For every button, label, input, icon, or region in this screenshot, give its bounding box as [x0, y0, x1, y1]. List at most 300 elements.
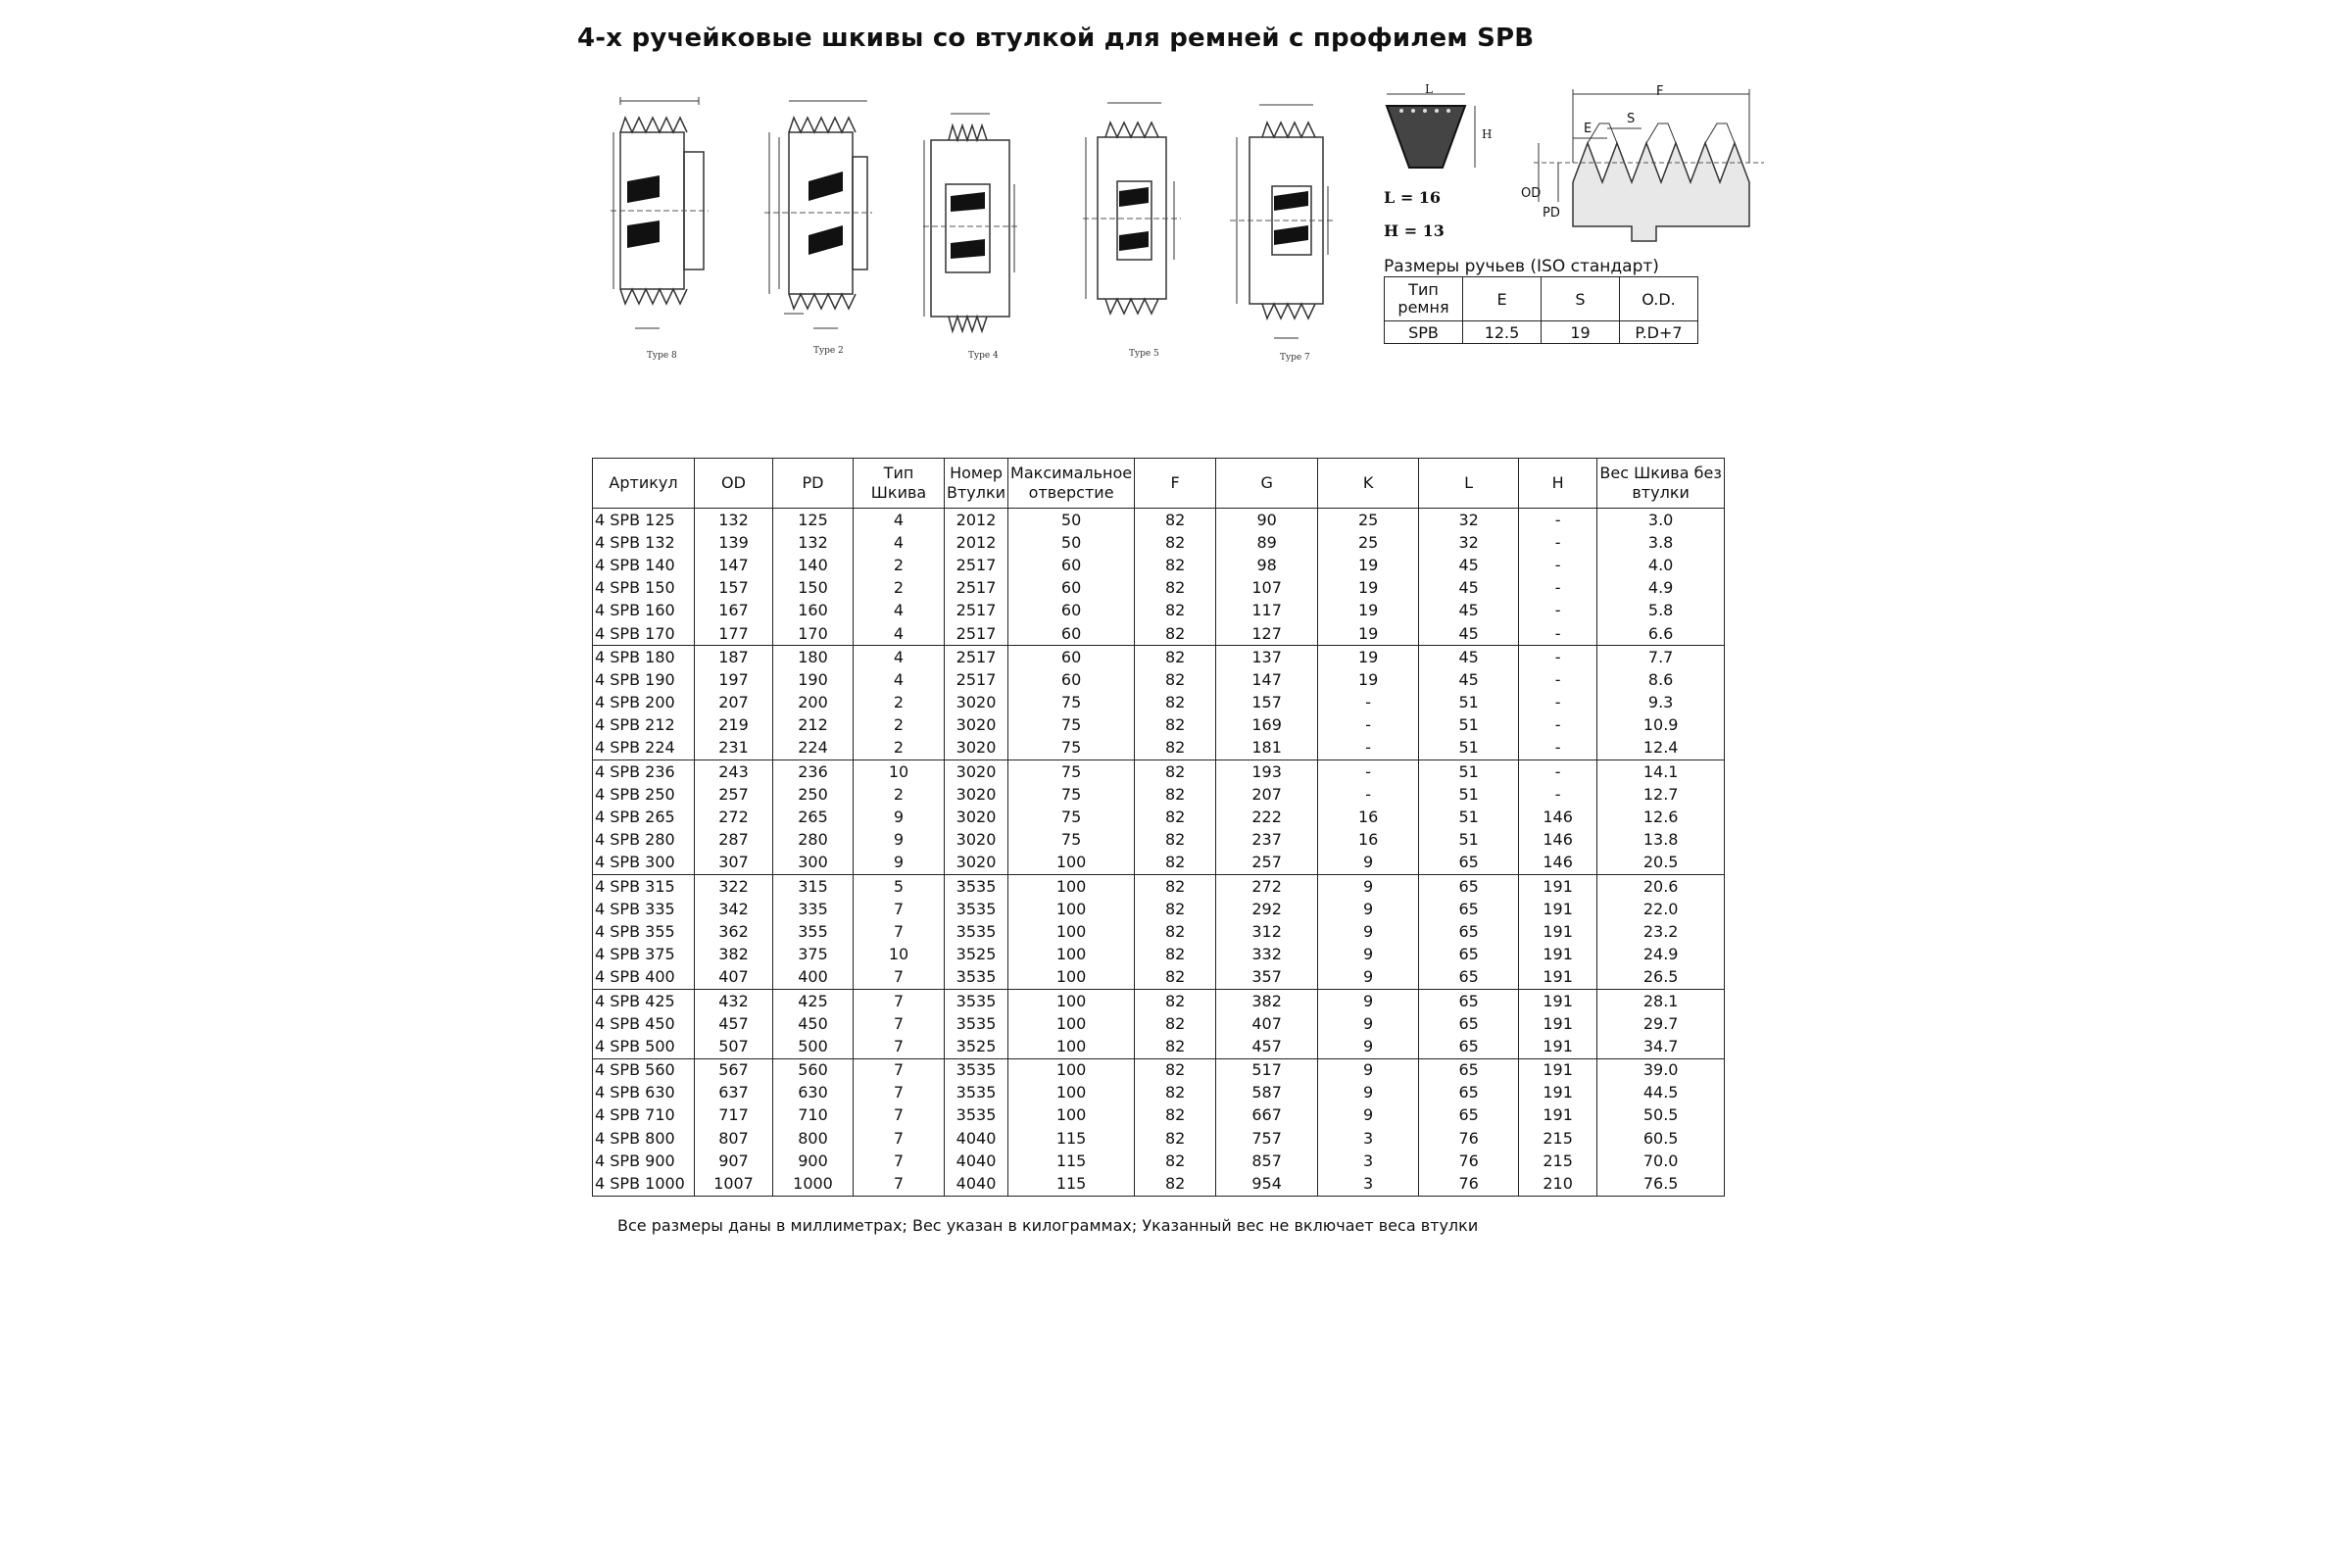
table-cell: 637: [695, 1082, 773, 1104]
table-cell: 75: [1008, 829, 1135, 852]
table-header-cell: Тип ремня: [1385, 277, 1463, 321]
table-cell: 4: [854, 646, 945, 669]
table-row: [593, 1035, 1725, 1058]
table-cell: 132: [695, 509, 773, 532]
table-cell: 7: [854, 1012, 945, 1035]
table-cell: 51: [1419, 783, 1519, 806]
table-cell: 76: [1419, 1172, 1519, 1196]
table-cell: 19: [1318, 668, 1419, 691]
table-cell: 222: [1216, 806, 1318, 828]
table-cell: 3: [1318, 1172, 1419, 1196]
table-cell: 407: [695, 966, 773, 990]
table-cell: 272: [1216, 875, 1318, 899]
table-cell: 51: [1419, 714, 1519, 737]
table-cell: 450: [773, 1012, 854, 1035]
article-cell: 4 SPB 212: [593, 714, 695, 737]
table-cell: 50.5: [1597, 1104, 1725, 1127]
table-cell: 45: [1419, 577, 1519, 600]
table-cell: 9: [1318, 1104, 1419, 1127]
table-cell: 191: [1519, 944, 1597, 966]
table-cell: 2517: [945, 554, 1008, 576]
table-cell: 45: [1419, 622, 1519, 646]
table-cell: -: [1318, 737, 1419, 760]
table-cell: 82: [1135, 989, 1216, 1012]
table-cell: 3.0: [1597, 509, 1725, 532]
table-cell: 9: [854, 829, 945, 852]
drawing-caption: Type 8: [647, 351, 677, 361]
table-cell: 3020: [945, 737, 1008, 760]
table-cell: 407: [1216, 1012, 1318, 1035]
table-cell: 89: [1216, 531, 1318, 554]
table-cell: 100: [1008, 966, 1135, 990]
table-cell: 82: [1135, 577, 1216, 600]
table-cell: 82: [1135, 1082, 1216, 1104]
table-cell: 954: [1216, 1172, 1318, 1196]
pulley-type-drawing: [606, 93, 713, 343]
table-cell: 100: [1008, 1082, 1135, 1104]
table-cell: 50: [1008, 531, 1135, 554]
table-cell: 13.8: [1597, 829, 1725, 852]
article-cell: 4 SPB 355: [593, 920, 695, 943]
table-cell: 4.9: [1597, 577, 1725, 600]
table-cell: 272: [695, 806, 773, 828]
table-row: [1385, 321, 1698, 344]
table-cell: 75: [1008, 806, 1135, 828]
drawing-caption: Type 5: [1129, 349, 1159, 359]
article-cell: 4 SPB 300: [593, 852, 695, 875]
table-cell: 400: [773, 966, 854, 990]
table-cell: 137: [1216, 646, 1318, 669]
table-cell: 191: [1519, 966, 1597, 990]
table-cell: 307: [695, 852, 773, 875]
table-cell: 3535: [945, 1104, 1008, 1127]
table-cell: 9: [1318, 898, 1419, 920]
table-cell: 82: [1135, 692, 1216, 714]
table-cell: 75: [1008, 760, 1135, 784]
table-cell: 2: [854, 554, 945, 576]
belt-h-mark: H: [1482, 127, 1493, 141]
table-cell: 125: [773, 509, 854, 532]
table-cell: 630: [773, 1082, 854, 1104]
table-cell: 82: [1135, 920, 1216, 943]
table-cell: 20.6: [1597, 875, 1725, 899]
table-cell: 170: [773, 622, 854, 646]
table-cell: 4: [854, 509, 945, 532]
table-row: [593, 1104, 1725, 1127]
table-cell: 2: [854, 737, 945, 760]
table-cell: 3.8: [1597, 531, 1725, 554]
table-cell: 82: [1135, 806, 1216, 828]
article-cell: 4 SPB 425: [593, 989, 695, 1012]
table-cell: 9: [1318, 989, 1419, 1012]
table-cell: 147: [1216, 668, 1318, 691]
table-cell: 115: [1008, 1172, 1135, 1196]
table-cell: 191: [1519, 1058, 1597, 1082]
table-cell: 26.5: [1597, 966, 1725, 990]
table-cell: 9: [1318, 1058, 1419, 1082]
table-cell: 280: [773, 829, 854, 852]
table-cell: 19: [1318, 554, 1419, 576]
table-cell: 14.1: [1597, 760, 1725, 784]
table-cell: 197: [695, 668, 773, 691]
table-cell: 100: [1008, 944, 1135, 966]
table-row: [593, 714, 1725, 737]
table-header-cell: PD: [773, 459, 854, 509]
table-cell: 3535: [945, 1012, 1008, 1035]
table-cell: 65: [1419, 966, 1519, 990]
table-cell: 34.7: [1597, 1035, 1725, 1058]
groove-dimensions-table: [1384, 276, 1698, 344]
table-cell: 65: [1419, 1058, 1519, 1082]
table-cell: 160: [773, 600, 854, 622]
table-cell: 140: [773, 554, 854, 576]
table-cell: -: [1519, 531, 1597, 554]
table-row: [593, 600, 1725, 622]
table-cell: 7: [854, 1104, 945, 1127]
table-cell: -: [1519, 577, 1597, 600]
table-cell: 19: [1318, 577, 1419, 600]
table-cell: 75: [1008, 692, 1135, 714]
table-cell: 50: [1008, 509, 1135, 532]
table-cell: P.D+7: [1620, 321, 1698, 344]
article-cell: 4 SPB 125: [593, 509, 695, 532]
table-cell: 212: [773, 714, 854, 737]
table-cell: 3: [1318, 1127, 1419, 1150]
table-cell: 7: [854, 1150, 945, 1172]
table-cell: 857: [1216, 1150, 1318, 1172]
article-cell: 4 SPB 400: [593, 966, 695, 990]
table-cell: 312: [1216, 920, 1318, 943]
table-cell: 4: [854, 531, 945, 554]
table-cell: 82: [1135, 944, 1216, 966]
table-cell: 4040: [945, 1172, 1008, 1196]
table-cell: 146: [1519, 852, 1597, 875]
table-cell: 180: [773, 646, 854, 669]
table-row: [593, 1012, 1725, 1035]
table-row: [593, 531, 1725, 554]
table-cell: 157: [1216, 692, 1318, 714]
article-cell: 4 SPB 224: [593, 737, 695, 760]
table-cell: 177: [695, 622, 773, 646]
article-cell: 4 SPB 170: [593, 622, 695, 646]
article-cell: 4 SPB 450: [593, 1012, 695, 1035]
table-cell: 191: [1519, 875, 1597, 899]
table-row: [593, 944, 1725, 966]
table-row: [593, 806, 1725, 828]
table-cell: 22.0: [1597, 898, 1725, 920]
table-cell: 907: [695, 1150, 773, 1172]
table-row: [593, 554, 1725, 576]
groove-od-label: OD: [1521, 186, 1542, 201]
table-cell: 2517: [945, 668, 1008, 691]
table-cell: 181: [1216, 737, 1318, 760]
table-cell: -: [1318, 760, 1419, 784]
table-cell: 9: [1318, 1012, 1419, 1035]
table-cell: 219: [695, 714, 773, 737]
table-cell: 7: [854, 1127, 945, 1150]
table-row: [593, 1127, 1725, 1150]
table-cell: 1007: [695, 1172, 773, 1196]
pulley-type-drawing: [1078, 93, 1186, 343]
table-cell: 200: [773, 692, 854, 714]
table-cell: 191: [1519, 1104, 1597, 1127]
table-cell: -: [1519, 509, 1597, 532]
table-cell: 457: [1216, 1035, 1318, 1058]
table-cell: 51: [1419, 806, 1519, 828]
table-cell: 100: [1008, 852, 1135, 875]
table-header-cell: Вес Шкива без втулки: [1597, 459, 1725, 509]
table-header-cell: OD: [695, 459, 773, 509]
article-cell: 4 SPB 375: [593, 944, 695, 966]
table-header-cell: G: [1216, 459, 1318, 509]
table-cell: 292: [1216, 898, 1318, 920]
table-cell: 12.4: [1597, 737, 1725, 760]
drawing-caption: Type 2: [813, 346, 844, 356]
table-cell: 257: [695, 783, 773, 806]
table-cell: 357: [1216, 966, 1318, 990]
table-cell: 82: [1135, 898, 1216, 920]
table-cell: 28.1: [1597, 989, 1725, 1012]
table-cell: 146: [1519, 806, 1597, 828]
table-cell: -: [1519, 783, 1597, 806]
table-cell: 82: [1135, 737, 1216, 760]
table-cell: 82: [1135, 852, 1216, 875]
table-cell: -: [1318, 783, 1419, 806]
table-cell: 19: [1542, 321, 1620, 344]
table-cell: 3535: [945, 920, 1008, 943]
table-cell: 7: [854, 898, 945, 920]
table-cell: 3535: [945, 1058, 1008, 1082]
table-cell: 5: [854, 875, 945, 899]
table-cell: 60: [1008, 554, 1135, 576]
table-cell: 9: [1318, 944, 1419, 966]
table-header-row: [593, 459, 1725, 509]
table-cell: 169: [1216, 714, 1318, 737]
table-cell: 60: [1008, 668, 1135, 691]
table-cell: 65: [1419, 852, 1519, 875]
table-cell: 100: [1008, 989, 1135, 1012]
table-cell: 362: [695, 920, 773, 943]
table-cell: 2: [854, 714, 945, 737]
groove-pd-label: PD: [1543, 206, 1560, 220]
table-cell: 7: [854, 1172, 945, 1196]
table-cell: 60.5: [1597, 1127, 1725, 1150]
table-cell: 65: [1419, 920, 1519, 943]
table-cell: 4: [854, 622, 945, 646]
table-cell: -: [1519, 737, 1597, 760]
table-cell: 82: [1135, 622, 1216, 646]
table-cell: 807: [695, 1127, 773, 1150]
table-cell: 65: [1419, 1104, 1519, 1127]
table-cell: 9: [1318, 875, 1419, 899]
table-cell: 9: [1318, 1035, 1419, 1058]
table-cell: 3535: [945, 1082, 1008, 1104]
table-cell: 100: [1008, 898, 1135, 920]
table-cell: 60: [1008, 622, 1135, 646]
table-cell: 382: [1216, 989, 1318, 1012]
table-cell: 82: [1135, 1127, 1216, 1150]
table-cell: 2517: [945, 577, 1008, 600]
table-row: [593, 760, 1725, 784]
article-cell: 4 SPB 900: [593, 1150, 695, 1172]
article-cell: 4 SPB 250: [593, 783, 695, 806]
table-cell: 19: [1318, 622, 1419, 646]
table-cell: 82: [1135, 875, 1216, 899]
article-cell: 4 SPB 630: [593, 1082, 695, 1104]
table-cell: 45: [1419, 600, 1519, 622]
table-cell: 207: [695, 692, 773, 714]
table-cell: 23.2: [1597, 920, 1725, 943]
table-cell: 90: [1216, 509, 1318, 532]
article-cell: 4 SPB 180: [593, 646, 695, 669]
table-cell: 207: [1216, 783, 1318, 806]
table-cell: 115: [1008, 1150, 1135, 1172]
table-cell: 3020: [945, 714, 1008, 737]
table-cell: 9.3: [1597, 692, 1725, 714]
table-cell: 51: [1419, 829, 1519, 852]
table-cell: 76: [1419, 1150, 1519, 1172]
table-cell: 9: [854, 852, 945, 875]
table-cell: 587: [1216, 1082, 1318, 1104]
table-cell: 82: [1135, 760, 1216, 784]
table-cell: -: [1519, 646, 1597, 669]
table-cell: 2012: [945, 531, 1008, 554]
table-cell: 10.9: [1597, 714, 1725, 737]
table-cell: 3020: [945, 783, 1008, 806]
table-cell: -: [1318, 692, 1419, 714]
article-cell: 4 SPB 236: [593, 760, 695, 784]
table-row: [593, 692, 1725, 714]
table-cell: 517: [1216, 1058, 1318, 1082]
table-cell: 45: [1419, 646, 1519, 669]
table-cell: 5.8: [1597, 600, 1725, 622]
pulley-type-drawing: [1225, 93, 1338, 348]
table-cell: 2: [854, 577, 945, 600]
table-row: [593, 852, 1725, 875]
table-cell: 3020: [945, 692, 1008, 714]
table-cell: 75: [1008, 783, 1135, 806]
table-cell: 382: [695, 944, 773, 966]
table-header-cell: S: [1542, 277, 1620, 321]
article-cell: 4 SPB 160: [593, 600, 695, 622]
table-cell: 265: [773, 806, 854, 828]
table-cell: 190: [773, 668, 854, 691]
belt-height: H = 13: [1384, 221, 1445, 240]
table-cell: 60: [1008, 577, 1135, 600]
table-row: [593, 966, 1725, 990]
table-cell: 210: [1519, 1172, 1597, 1196]
table-cell: 100: [1008, 1035, 1135, 1058]
belt-profile-icon: [1382, 84, 1493, 182]
table-cell: 231: [695, 737, 773, 760]
table-cell: 100: [1008, 1012, 1135, 1035]
table-cell: 2: [854, 692, 945, 714]
table-cell: 9: [1318, 852, 1419, 875]
table-cell: 82: [1135, 829, 1216, 852]
table-row: [593, 875, 1725, 899]
table-cell: 4040: [945, 1127, 1008, 1150]
table-cell: 191: [1519, 1035, 1597, 1058]
table-cell: 7: [854, 1058, 945, 1082]
article-cell: 4 SPB 200: [593, 692, 695, 714]
table-cell: 4: [854, 600, 945, 622]
table-cell: 16: [1318, 829, 1419, 852]
table-cell: 82: [1135, 531, 1216, 554]
table-cell: 117: [1216, 600, 1318, 622]
drawing-caption: Type 7: [1280, 353, 1310, 363]
table-cell: 39.0: [1597, 1058, 1725, 1082]
table-cell: 3535: [945, 966, 1008, 990]
table-cell: 457: [695, 1012, 773, 1035]
table-cell: 9: [1318, 920, 1419, 943]
table-cell: 65: [1419, 875, 1519, 899]
table-cell: 191: [1519, 898, 1597, 920]
table-cell: 900: [773, 1150, 854, 1172]
groove-s-label: S: [1627, 112, 1636, 126]
table-cell: 322: [695, 875, 773, 899]
table-cell: 75: [1008, 737, 1135, 760]
table-cell: 82: [1135, 1104, 1216, 1127]
table-cell: 16: [1318, 806, 1419, 828]
table-cell: 19: [1318, 600, 1419, 622]
table-cell: 3535: [945, 898, 1008, 920]
table-header-cell: E: [1463, 277, 1542, 321]
table-cell: -: [1519, 760, 1597, 784]
table-cell: 567: [695, 1058, 773, 1082]
table-row: [593, 737, 1725, 760]
table-cell: 7.7: [1597, 646, 1725, 669]
table-cell: 6.6: [1597, 622, 1725, 646]
table-row: [593, 783, 1725, 806]
table-cell: SPB: [1385, 321, 1463, 344]
table-row: [593, 1150, 1725, 1172]
table-cell: 51: [1419, 760, 1519, 784]
table-row: [593, 622, 1725, 646]
table-cell: -: [1519, 692, 1597, 714]
table-header-cell: H: [1519, 459, 1597, 509]
table-cell: 7: [854, 966, 945, 990]
pulley-spec-table: [592, 458, 1725, 1197]
table-cell: -: [1519, 714, 1597, 737]
table-cell: 10: [854, 760, 945, 784]
table-cell: 3020: [945, 760, 1008, 784]
table-cell: -: [1519, 600, 1597, 622]
table-cell: 82: [1135, 1012, 1216, 1035]
table-cell: 65: [1419, 1035, 1519, 1058]
table-cell: 65: [1419, 1012, 1519, 1035]
table-row: [593, 920, 1725, 943]
table-row: [593, 989, 1725, 1012]
table-cell: 75: [1008, 714, 1135, 737]
table-cell: 82: [1135, 509, 1216, 532]
belt-l-mark: L: [1425, 82, 1433, 96]
groove-f-label: F: [1656, 84, 1664, 99]
table-cell: 257: [1216, 852, 1318, 875]
article-cell: 4 SPB 335: [593, 898, 695, 920]
table-cell: 4040: [945, 1150, 1008, 1172]
table-header-cell: Номер Втулки: [945, 459, 1008, 509]
article-cell: 4 SPB 140: [593, 554, 695, 576]
page-title: 4-х ручейковые шкивы со втулкой для ремней с профилем SPB: [577, 24, 1535, 53]
table-cell: 76: [1419, 1127, 1519, 1150]
table-cell: 150: [773, 577, 854, 600]
table-cell: 3535: [945, 989, 1008, 1012]
article-cell: 4 SPB 560: [593, 1058, 695, 1082]
table-header-cell: F: [1135, 459, 1216, 509]
table-cell: 82: [1135, 668, 1216, 691]
table-cell: 332: [1216, 944, 1318, 966]
table-cell: 237: [1216, 829, 1318, 852]
